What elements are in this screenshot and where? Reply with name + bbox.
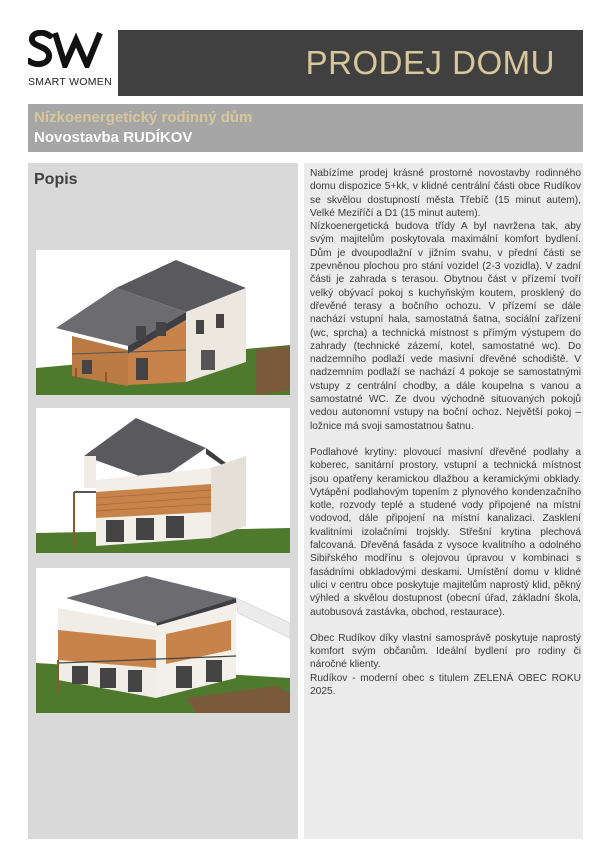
section-title: Popis bbox=[34, 171, 78, 188]
header-bar bbox=[118, 30, 583, 96]
brand-logo bbox=[28, 30, 118, 92]
sw-monogram bbox=[28, 30, 108, 68]
house-render-side bbox=[36, 408, 290, 553]
description-materials: Podlahové krytiny: plovoucí masivní dřevěné podlahy a koberec, sanitární prostory, vstupní a technická místnost jsou opatřeny keramickou dlažbou a keramickými obklady. Vytápění podlahovým topením z plynového kondenzačního kotle, rozvody teplé a studené vody připojené na místní vodovod, dále připojení na místní kanalizaci. Zasklení kvalitními izolačními trojskly. Střešní krytina plechová falcovaná. Dřevěná fasáda z vysoce kvalitního a odolného Sibiřského modřínu s olejovou úpravou v kombinaci s fasádními obkladovými deskami. Umístění domu v klidné ulici v centru obce poskytuje majitelům naprostý klid, pěkný výhled a skvělou dostupnost (obecní úřad, základní škola, autobusová zastávka, obchod, restaurace). bbox=[310, 446, 581, 618]
description-building: Nízkoenergetická budova třídy A byl navržena tak, aby svým majitelům poskytovala maximální komfort bydlení. Dům je dvoupodlažní v jižním svahu, v přední části se zpevněnou plochou pro stání vozidel (2-3 vozidla). V zadní části je zahrada s terasou. Obytnou část v přízemí tvoří velký obývací pokoj s kuchyňským koutem, prosklený do dřevěné terasy a bočního ochozu. V přízemí se dále nachází vstupní hala, samostatná šatna, sociální zařízení (wc, sprcha) a technická místnost s přímým výstupem do zahrady (technické zázemí, kotel, samostatné wc). Do nadzemního podlaží vede masivní dřevěné schodiště. V nadzemním podlaží se nachází 4 pokoje se samostatnými vstupy z centrální chodby, a dále koupelna s vanou a samostatné WC. Ze dvou východně situovaných pokojů vedou autonomní vstupy na boční ochoz. Největší pokoj – ložnice má svoji samostatnou šatnu. bbox=[310, 221, 581, 432]
page-title: PRODEJ DOMU bbox=[305, 44, 555, 81]
house-render-perspective bbox=[36, 568, 290, 713]
property-name: Novostavba RUDÍKOV bbox=[34, 129, 193, 146]
description bbox=[310, 167, 581, 698]
left-panel bbox=[28, 163, 298, 839]
subheader bbox=[28, 104, 583, 152]
description-intro: Nabízíme prodej krásné prostorné novostavby rodinného domu dispozice 5+kk, v klidné centrální části obce Rudíkov se skvělou dostupností města Třebíč (15 minut autem), Velké Meziříčí a D1 (15 minut autem). bbox=[310, 168, 581, 219]
brand-name: SMART WOMEN bbox=[28, 76, 112, 88]
property-type: Nízkoenergetický rodinný dům bbox=[34, 109, 253, 126]
description-village: Obec Rudíkov díky vlastní samosprávě poskytuje naprostý komfort svým občanům. Ideální bydlení pro rodiny či náročné klienty. bbox=[310, 632, 581, 671]
description-award: Rudíkov - moderní obec s titulem ZELENÁ OBEC ROKU 2025. bbox=[310, 672, 581, 697]
house-render-front bbox=[36, 250, 290, 395]
right-panel bbox=[304, 163, 583, 839]
